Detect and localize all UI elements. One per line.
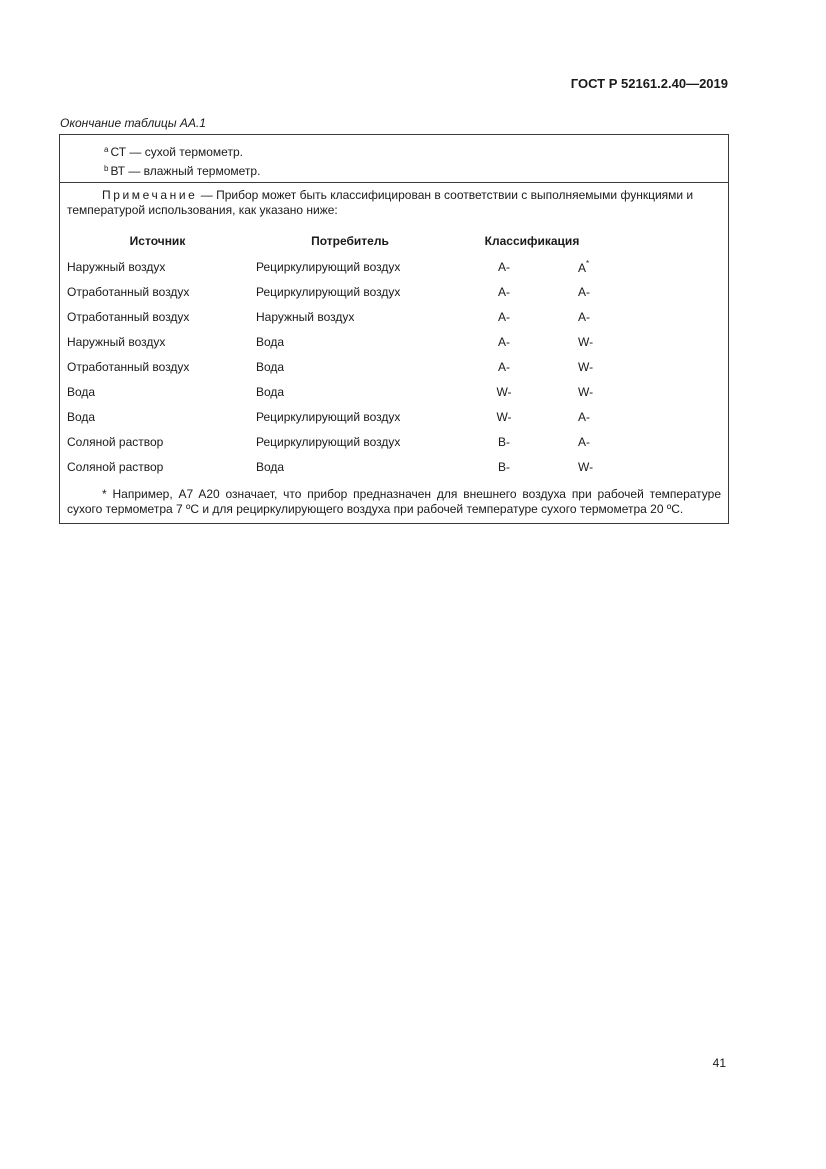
table-row [67,279,620,304]
cell-class-source [444,254,564,279]
cell-class-consumer [564,404,620,429]
cell-source [67,429,256,454]
cell-consumer [256,279,444,304]
cell-consumer [256,354,444,379]
cell-consumer [256,404,444,429]
cell-source [67,254,256,279]
header-consumer: Потребитель [311,234,389,248]
table-row [67,429,620,454]
cell-source [67,404,256,429]
cell-consumer-text: Наружный воздух [256,309,355,324]
cell-class-source-text: A- [498,284,510,299]
cell-class-source [444,279,564,304]
cell-class-consumer [564,379,620,404]
cell-consumer-text: Рециркулирующий воздух [256,284,401,299]
cell-class-consumer-text: W- [578,334,594,349]
cell-class-consumer [564,279,620,304]
footnote-text: СТ — сухой термометр. [110,145,243,159]
cell-consumer-text: Вода [256,459,285,474]
classification-table [67,228,620,479]
cell-class-consumer-text: W- [578,459,594,474]
cell-class-consumer [564,329,620,354]
note-block [60,183,728,523]
table-caption: Окончание таблицы АА.1 [60,116,206,130]
footnote-mark: * [586,258,590,268]
cell-class-consumer-text: A [578,260,587,275]
cell-source-text: Отработанный воздух [67,309,190,324]
cell-consumer [256,454,444,479]
note-text: — Прибор может быть классифицирован в соответствии с выполняемыми функциями и температурой использования, как указано ниже: [67,188,694,217]
footnote-text: ВТ — влажный термометр. [110,164,261,178]
cell-consumer [256,329,444,354]
cell-class-consumer-text: A- [578,309,590,324]
cell-class-source-text: A- [498,359,510,374]
document-code: ГОСТ Р 52161.2.40—2019 [570,76,728,91]
cell-class-consumer-text: A- [578,284,590,299]
cell-source [67,329,256,354]
table-row [67,454,620,479]
cell-consumer [256,429,444,454]
cell-class-source [444,429,564,454]
cell-class-consumer [564,454,620,479]
cell-source-text: Отработанный воздух [67,359,190,374]
table-row [67,379,620,404]
cell-class-source-text: A- [498,334,510,349]
table-row [67,354,620,379]
cell-class-consumer-text: A- [578,434,590,449]
cell-class-source [444,329,564,354]
footnote-a [104,140,728,159]
cell-class-source-text: A- [498,259,510,274]
header-classification: Классификация [484,234,580,248]
cell-class-source [444,379,564,404]
table-continuation-frame [59,134,729,524]
cell-class-consumer [564,354,620,379]
cell-source-text: Вода [67,409,96,424]
cell-class-source [444,304,564,329]
cell-source-text: Вода [67,384,96,399]
footnote-marker: b [104,164,109,173]
footnotes-block [60,135,728,183]
cell-class-source-text: B- [498,434,510,449]
cell-class-consumer-text: W- [578,384,594,399]
cell-source-text: Соляной раствор [67,459,164,474]
page-number: 41 [712,1056,726,1070]
cell-consumer-text: Рециркулирующий воздух [256,434,401,449]
header-source: Источник [129,234,186,248]
cell-source-text: Наружный воздух [67,334,166,349]
cell-class-source [444,354,564,379]
note-label: Примечание [102,188,198,202]
cell-consumer-text: Рециркулирующий воздух [256,409,401,424]
cell-consumer-text: Вода [256,359,285,374]
cell-source [67,354,256,379]
cell-source-text: Отработанный воздух [67,284,190,299]
cell-source [67,279,256,304]
cell-class-consumer [564,304,620,329]
cell-class-consumer-text: A- [578,409,590,424]
table-row [67,329,620,354]
cell-source [67,454,256,479]
cell-class-source [444,454,564,479]
cell-class-source-text: W- [496,409,512,424]
cell-class-consumer [564,429,620,454]
cell-consumer [256,304,444,329]
table-row [67,304,620,329]
table-body [67,254,620,479]
cell-class-consumer-text: W- [578,359,594,374]
table-row [67,254,620,279]
cell-consumer-text: Вода [256,384,285,399]
cell-source [67,379,256,404]
cell-class-source-text: W- [496,384,512,399]
table-row [67,404,620,429]
note-paragraph [67,188,721,218]
footnote-marker: a [104,145,109,154]
example-footnote: * Например, A7 A20 означает, что прибор предназначен для внешнего воздуха при рабочей температуре сухого термометра 7 ºС и для рециркулирующего воздуха при рабочей температуре сухого термометра 20 ºС. [67,487,721,516]
cell-source-text: Соляной раствор [67,434,164,449]
cell-source [67,304,256,329]
cell-class-source [444,404,564,429]
cell-source-text: Наружный воздух [67,259,166,274]
cell-consumer [256,379,444,404]
footnote-b [104,159,728,178]
cell-consumer [256,254,444,279]
cell-consumer-text: Рециркулирующий воздух [256,259,401,274]
cell-class-consumer [564,254,620,279]
cell-class-source-text: B- [498,459,510,474]
cell-class-source-text: A- [498,309,510,324]
cell-consumer-text: Вода [256,334,285,349]
table-header-row [67,228,620,254]
